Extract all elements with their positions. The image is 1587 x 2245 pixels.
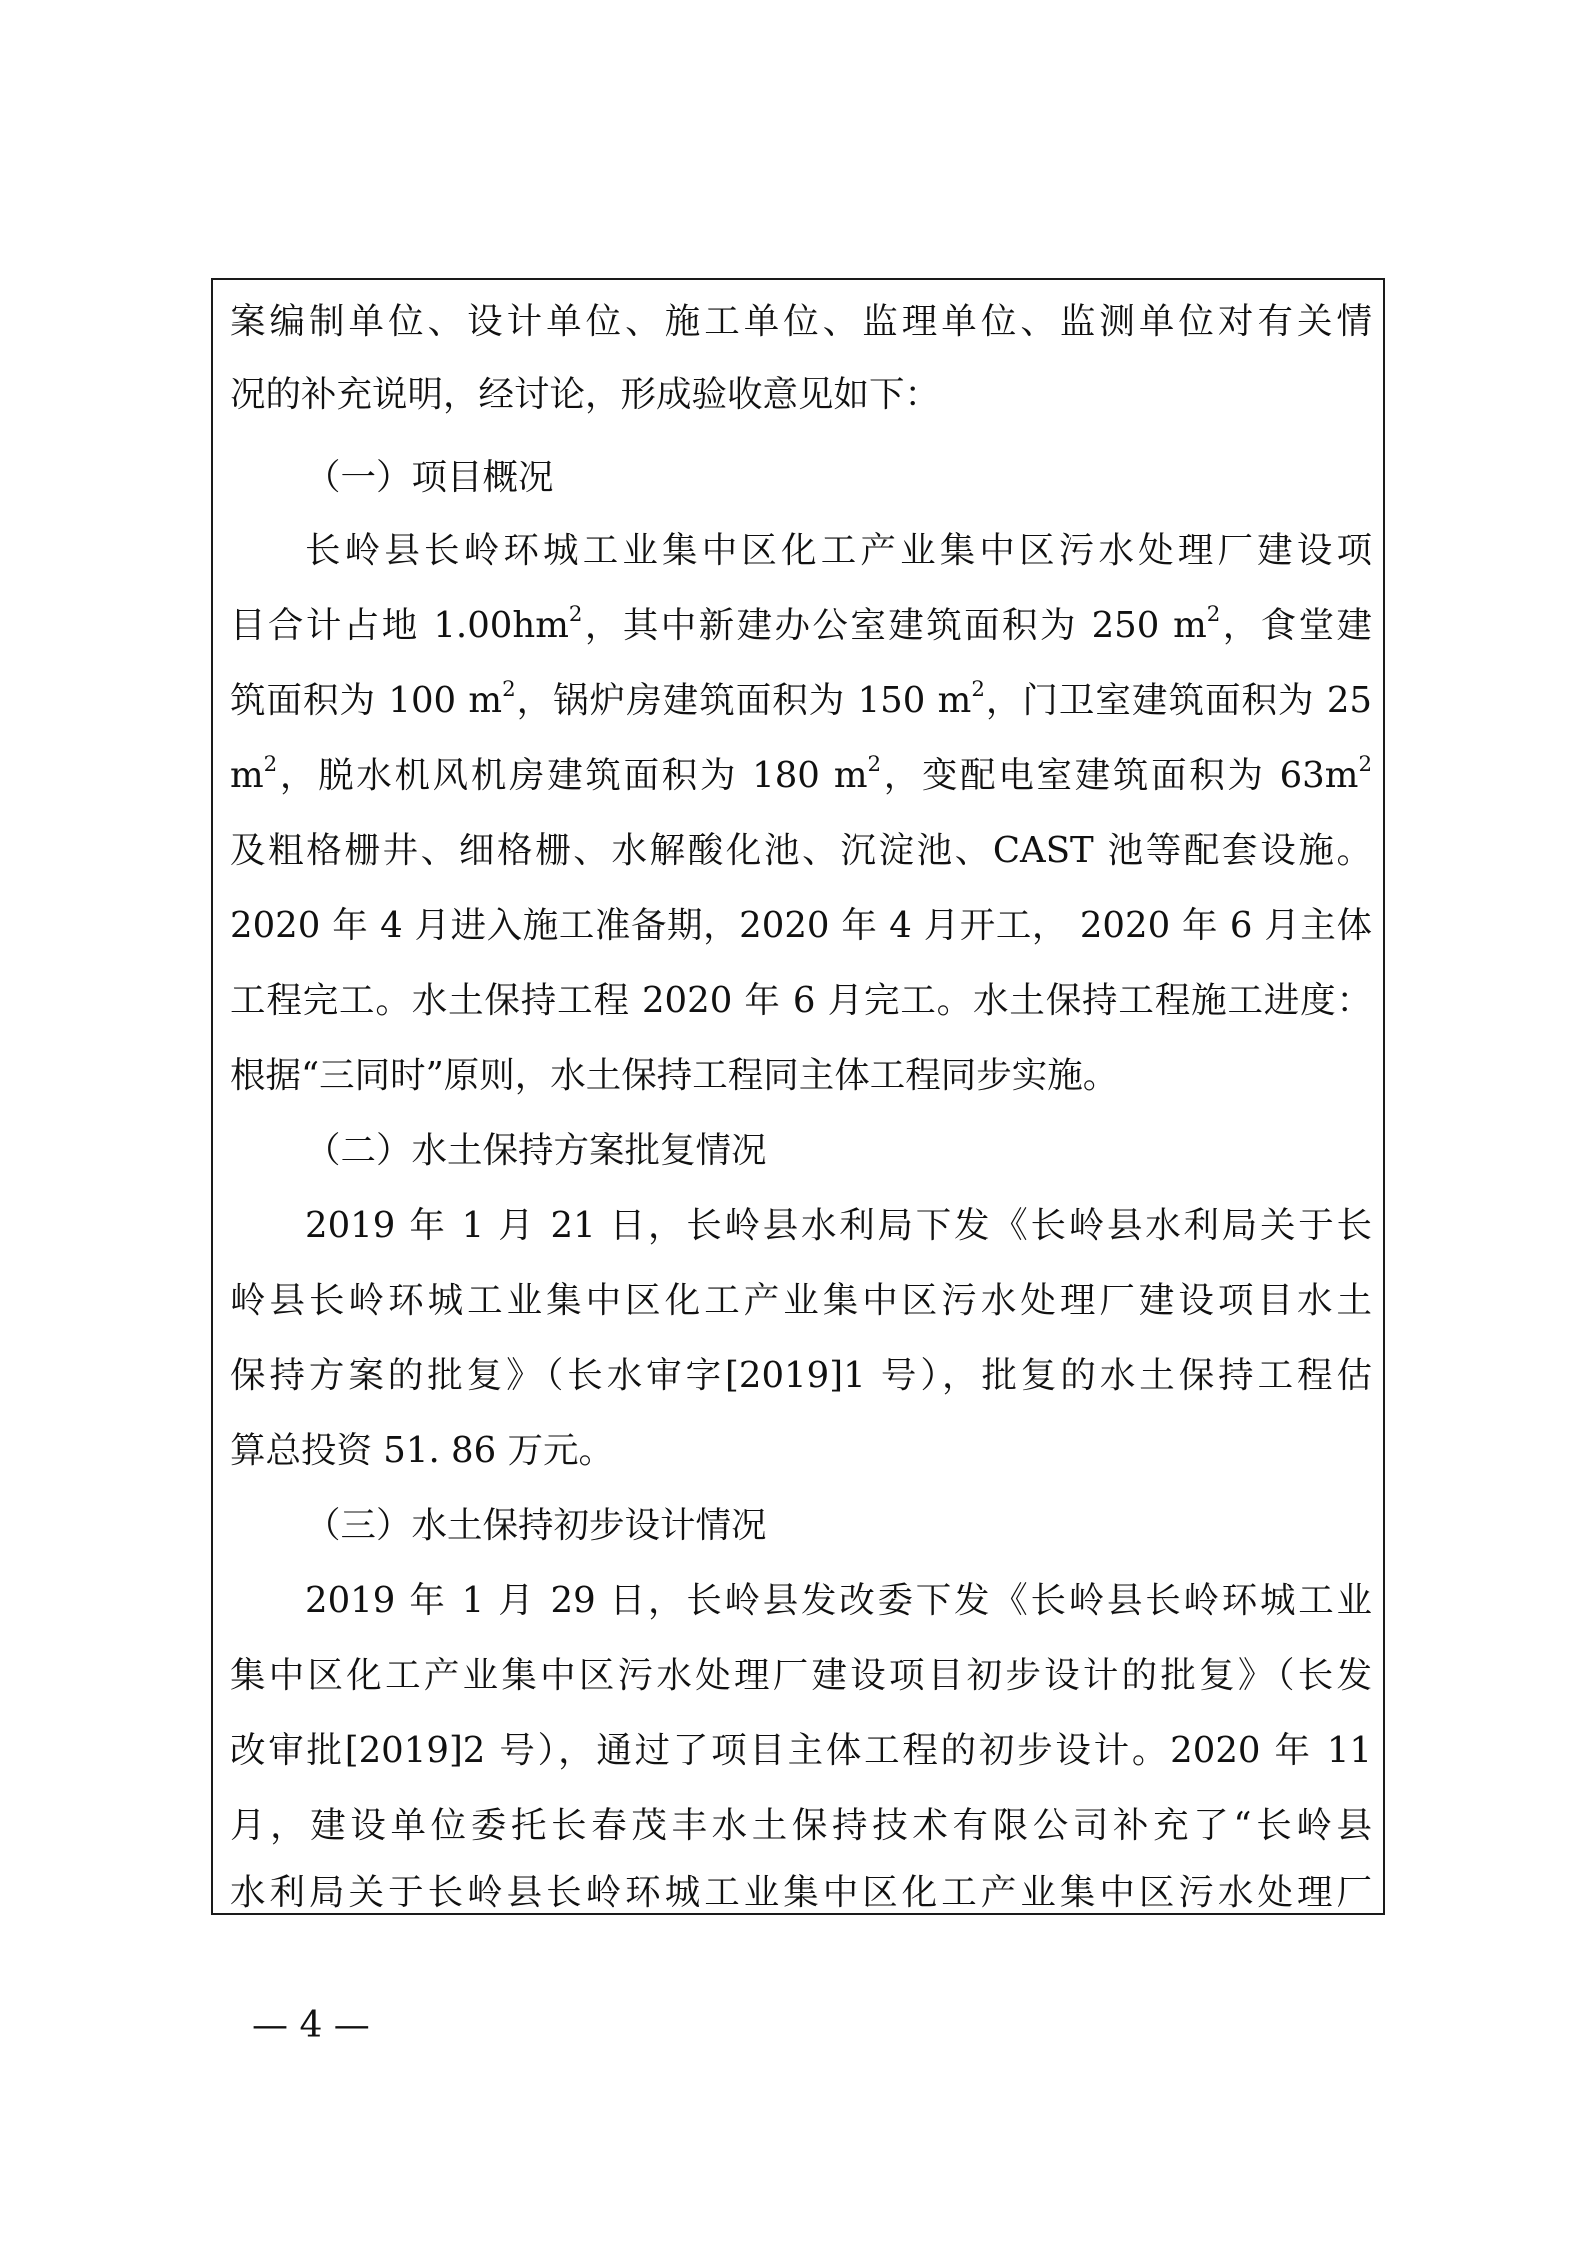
superscript: 2	[1206, 601, 1221, 627]
page-number: — 4 —	[252, 2005, 370, 2046]
text-segment: ，锅炉房建筑面积为 150 m	[515, 680, 972, 721]
paragraph-line	[230, 589, 1372, 663]
paragraph-line: 2019 年 1 月 21 日，长岭县水利局下发《长岭县水利局关于长	[305, 1205, 1372, 1246]
paragraph-line: 2020 年 4 月进入施工准备期，2020 年 4 月开工， 2020 年 6 月主体	[230, 905, 1372, 946]
paragraph-line: 案编制单位、设计单位、施工单位、监理单位、监测单位对有关情	[230, 301, 1372, 342]
paragraph-line: 月，建设单位委托长春茂丰水土保持技术有限公司补充了“长岭县	[230, 1805, 1372, 1846]
paragraph-line: 岭县长岭环城工业集中区化工产业集中区污水处理厂建设项目水土	[230, 1280, 1372, 1321]
superscript: 2	[263, 751, 278, 777]
text-segment: ，食堂建	[1220, 605, 1372, 646]
paragraph-line: 改审批[2019]2 号），通过了项目主体工程的初步设计。2020 年 11	[230, 1730, 1372, 1771]
superscript: 2	[971, 676, 985, 702]
section-heading-approval: （二）水土保持方案批复情况	[305, 1130, 767, 1171]
section-heading-preliminary-design: （三）水土保持初步设计情况	[305, 1505, 767, 1546]
paragraph-line: 保持方案的批复》（长水审字[2019]1 号），批复的水土保持工程估	[230, 1355, 1372, 1396]
text-segment: ，门卫室建筑面积为 25	[984, 680, 1372, 721]
paragraph-line: 2019 年 1 月 29 日，长岭县发改委下发《长岭县长岭环城工业	[305, 1580, 1372, 1621]
paragraph-line	[230, 739, 1372, 813]
superscript: 2	[867, 751, 882, 777]
paragraph-line: 长岭县长岭环城工业集中区化工产业集中区污水处理厂建设项	[305, 530, 1372, 571]
text-segment: ，其中新建办公室建筑面积为 250 m	[582, 605, 1207, 646]
text-segment: 目合计占地 1.00hm	[230, 605, 569, 646]
paragraph-line: 及粗格栅井、细格栅、水解酸化池、沉淀池、CAST 池等配套设施。	[230, 830, 1372, 871]
paragraph-line: 工程完工。水土保持工程 2020 年 6 月完工。水土保持工程施工进度：	[230, 980, 1372, 1021]
text-segment: m	[230, 755, 264, 796]
section-heading-overview: （一）项目概况	[305, 457, 554, 498]
paragraph-line: 况的补充说明，经讨论，形成验收意见如下：	[230, 374, 941, 415]
paragraph-line: 集中区化工产业集中区污水处理厂建设项目初步设计的批复》（长发	[230, 1655, 1372, 1696]
paragraph-line	[230, 664, 1372, 738]
paragraph-line: 根据“三同时”原则，水土保持工程同主体工程同步实施。	[230, 1055, 1119, 1096]
superscript: 2	[1358, 751, 1372, 777]
text-segment: ，变配电室建筑面积为 63m	[881, 755, 1359, 796]
superscript: 2	[568, 601, 583, 627]
text-segment: 筑面积为 100 m	[230, 680, 503, 721]
paragraph-line: 水利局关于长岭县长岭环城工业集中区化工产业集中区污水处理厂	[230, 1872, 1372, 1913]
paragraph-line: 算总投资 51. 86 万元。	[230, 1430, 614, 1471]
text-segment: ，脱水机风机房建筑面积为 180 m	[277, 755, 868, 796]
superscript: 2	[502, 676, 516, 702]
